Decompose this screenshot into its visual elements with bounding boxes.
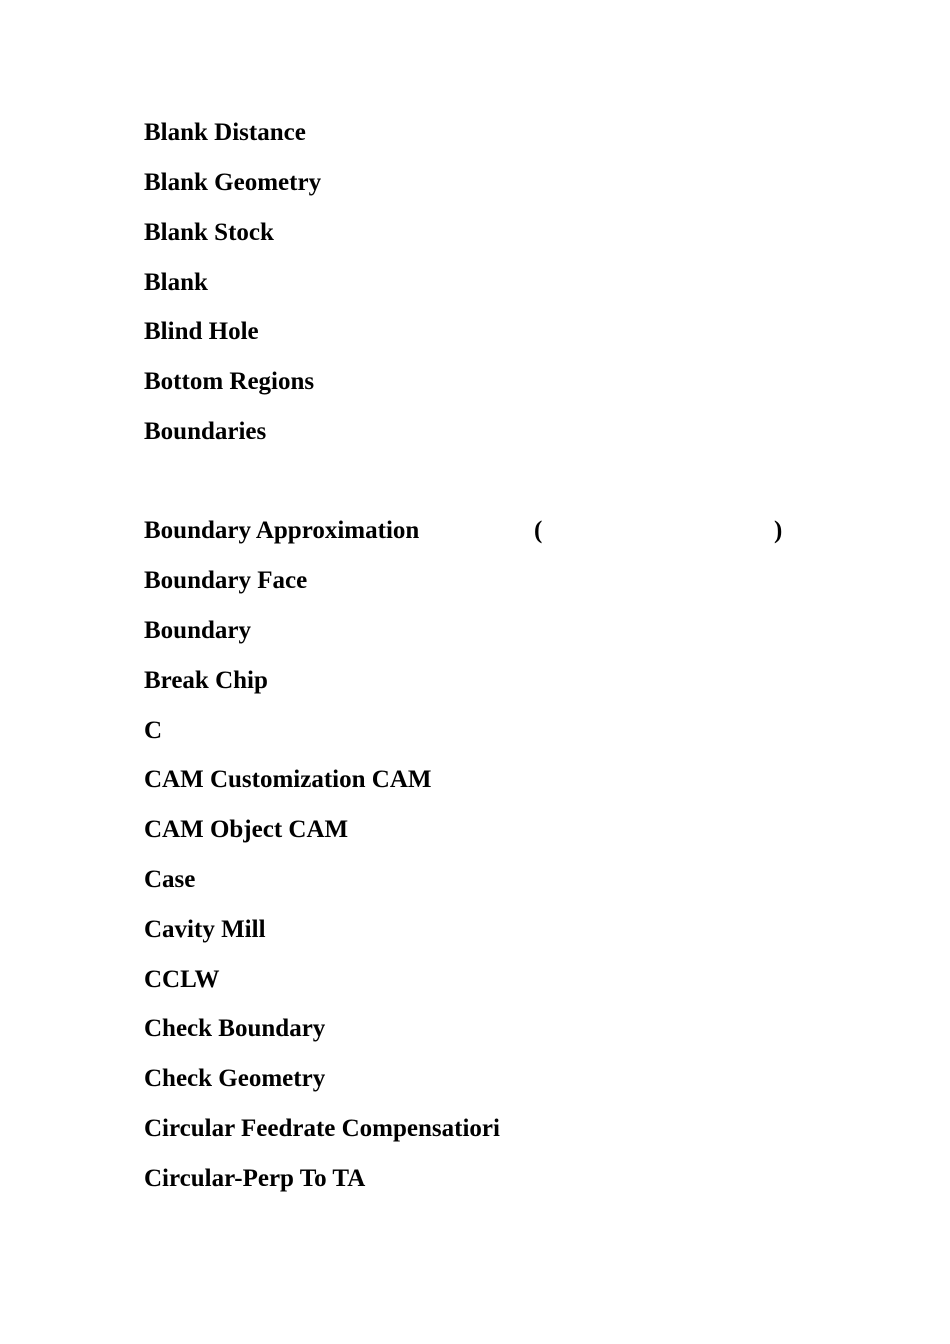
- term-bottom-regions: Bottom Regions: [144, 368, 315, 395]
- term-boundary-approximation: Boundary Approximation: [144, 517, 420, 544]
- term-break-chip: Break Chip: [144, 667, 268, 694]
- term-boundaries: Boundaries: [144, 418, 267, 445]
- term-check-geometry: Check Geometry: [144, 1065, 326, 1092]
- term-cam-customization: CAM Customization CAM: [144, 766, 432, 793]
- term-circular-feedrate-compensation: Circular Feedrate Compensatiori: [144, 1115, 500, 1142]
- open-parenthesis: (: [534, 517, 543, 544]
- term-blank-distance: Blank Distance: [144, 119, 306, 146]
- term-case: Case: [144, 866, 196, 893]
- term-cam-object: CAM Object CAM: [144, 816, 349, 843]
- term-blank-geometry: Blank Geometry: [144, 169, 322, 196]
- term-boundary-face: Boundary Face: [144, 567, 308, 594]
- section-letter-c: C: [144, 717, 163, 744]
- term-check-boundary: Check Boundary: [144, 1015, 326, 1042]
- term-cavity-mill: Cavity Mill: [144, 916, 266, 943]
- term-boundary: Boundary: [144, 617, 251, 644]
- term-cclw: CCLW: [144, 966, 220, 993]
- term-blind-hole: Blind Hole: [144, 318, 259, 345]
- term-blank-stock: Blank Stock: [144, 219, 274, 246]
- close-parenthesis: ): [774, 517, 783, 544]
- term-blank: Blank: [144, 269, 208, 296]
- term-circular-perp-to-ta: Circular-Perp To TA: [144, 1165, 366, 1192]
